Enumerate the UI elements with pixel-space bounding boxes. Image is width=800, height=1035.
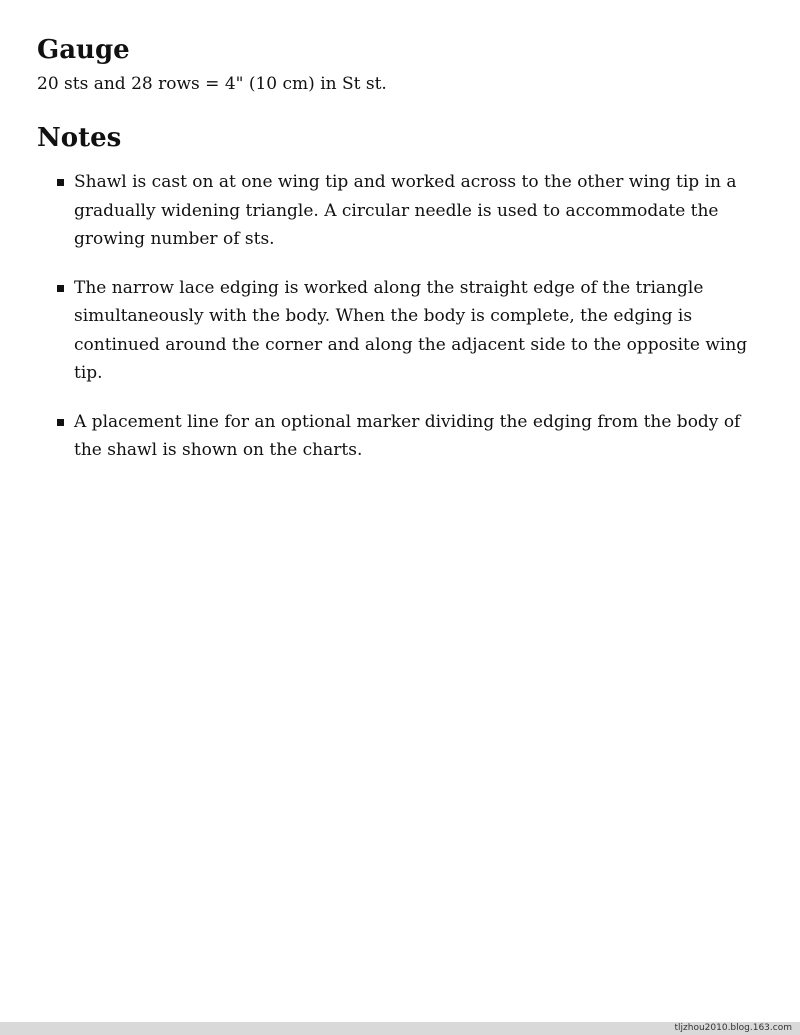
gauge-heading: Gauge — [37, 35, 130, 65]
watermark-text: tljzhou2010.blog.163.com — [674, 1023, 792, 1033]
gauge-section — [37, 30, 767, 98]
square-bullet-icon — [57, 179, 64, 186]
list-item — [37, 274, 767, 388]
list-item — [37, 168, 767, 254]
note-text: Shawl is cast on at one wing tip and worked across to the other wing tip in a gradually widening triangle. A circular needle is used to accommodate the growing number of sts. — [74, 172, 737, 249]
note-text: A placement line for an optional marker dividing the edging from the body of the shawl is shown on the charts. — [74, 411, 741, 460]
notes-heading: Notes — [37, 123, 122, 153]
footer-bar — [0, 1022, 800, 1035]
list-item — [37, 408, 767, 465]
document-body — [37, 30, 767, 485]
note-text: The narrow lace edging is worked along the straight edge of the triangle simultaneously with the body. When the body is complete, the edging is continued around the corner and along the adjacent side to the opposite wing tip. — [74, 277, 748, 383]
gauge-text: 20 sts and 28 rows = 4" (10 cm) in St st. — [37, 74, 387, 94]
notes-section — [37, 118, 767, 465]
square-bullet-icon — [57, 419, 64, 426]
square-bullet-icon — [57, 285, 64, 292]
notes-list — [37, 168, 767, 465]
